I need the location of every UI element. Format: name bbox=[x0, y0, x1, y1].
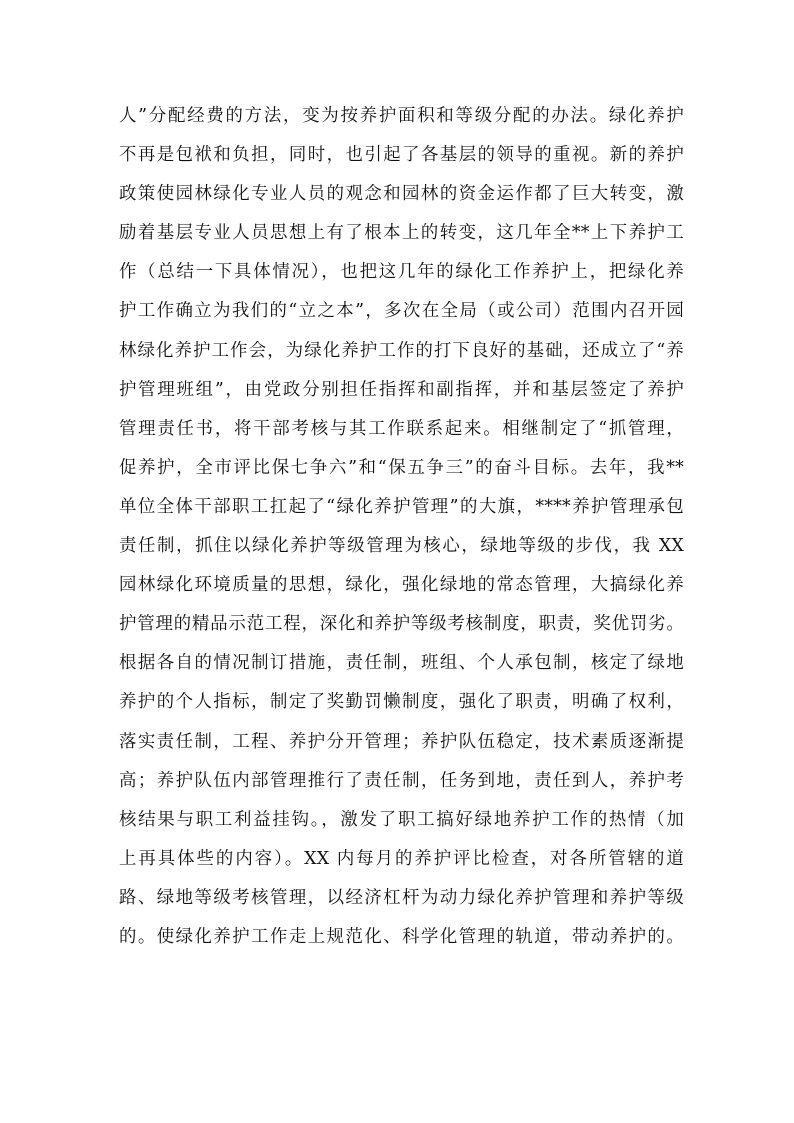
text-line: 单位全体干部职工扛起了“绿化养护管理”的大旗，****养护管理承包 bbox=[119, 496, 684, 517]
text-line: 上再具体些的内容）。XX 内每月的养护评比检查，对各所管辖的道 bbox=[119, 848, 684, 869]
text-line: 养护的个人指标，制定了奖勤罚懒制度，强化了职责，明确了权利， bbox=[119, 692, 684, 713]
text-line: 的。使绿化养护工作走上规范化、科学化管理的轨道，带动养护的。 bbox=[119, 926, 684, 947]
text-line: 护工作确立为我们的“立之本”，多次在全局（或公司）范围内召开园 bbox=[119, 301, 684, 322]
text-line: 政策使园林绿化专业人员的观念和园林的资金运作都了巨大转变，激 bbox=[119, 184, 684, 205]
text-line: 责任制，抓住以绿化养护等级管理为核心，绿地等级的步伐，我 XX bbox=[119, 536, 684, 557]
text-line: 管理责任书，将干部考核与其工作联系起来。相继制定了“抓管理， bbox=[119, 418, 684, 439]
text-line: 核结果与职工利益挂钩。，激发了职工搞好绿地养护工作的热情（加 bbox=[119, 809, 684, 830]
text-line: 林绿化养护工作会，为绿化养护工作的打下良好的基础，还成立了“养 bbox=[119, 340, 684, 361]
text-line: 人”分配经费的方法，变为按养护面积和等级分配的办法。绿化养护 bbox=[119, 106, 684, 126]
text-line: 路、绿地等级考核管理，以经济杠杆为动力绿化养护管理和养护等级 bbox=[119, 887, 684, 908]
text-line: 高；养护队伍内部管理推行了责任制，任务到地，责任到人，养护考 bbox=[119, 770, 684, 791]
text-line: 励着基层专业人员思想上有了根本上的转变，这几年全**上下养护工 bbox=[119, 223, 684, 244]
text-line: 不再是包袱和负担，同时，也引起了各基层的领导的重视。新的养护 bbox=[119, 145, 684, 166]
text-line: 落实责任制，工程、养护分开管理；养护队伍稳定，技术素质逐渐提 bbox=[119, 731, 684, 752]
text-line: 根据各自的情况制订措施，责任制，班组、个人承包制，核定了绿地 bbox=[119, 653, 684, 674]
text-line: 作（总结一下具体情况），也把这几年的绿化工作养护上，把绿化养 bbox=[119, 262, 684, 283]
text-line: 护管理的精品示范工程，深化和养护等级考核制度，职责，奖优罚劣。 bbox=[119, 614, 684, 635]
body-paragraph bbox=[119, 97, 684, 957]
text-line: 促养护，全市评比保七争六”和“保五争三”的奋斗目标。去年，我** bbox=[119, 457, 684, 478]
text-line: 护管理班组”，由党政分别担任指挥和副指挥，并和基层签定了养护 bbox=[119, 379, 684, 400]
text-line: 园林绿化环境质量的思想，绿化，强化绿地的常态管理，大搞绿化养 bbox=[119, 575, 684, 596]
